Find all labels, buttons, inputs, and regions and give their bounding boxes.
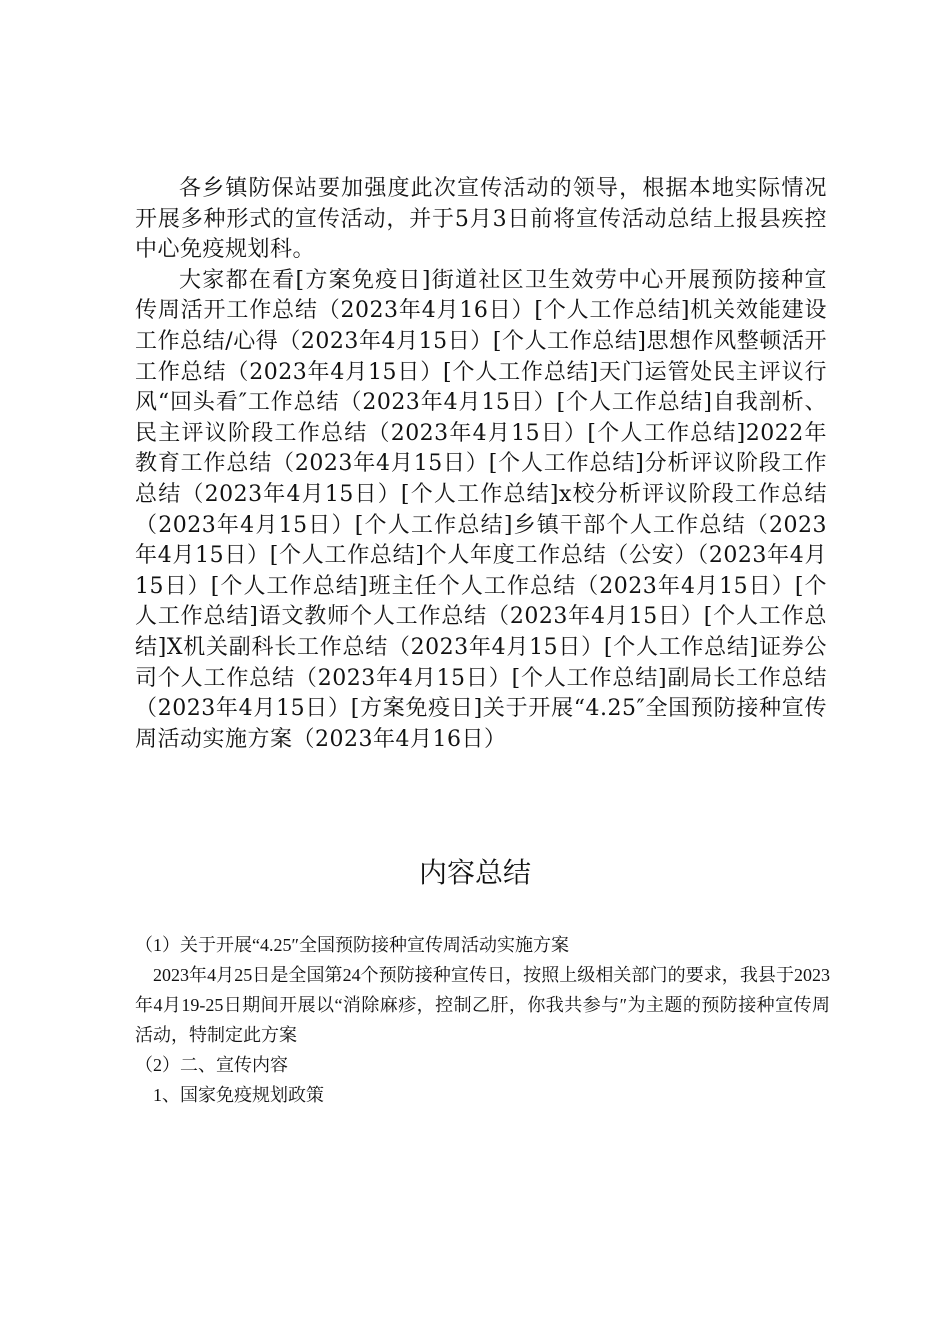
body-text [135, 174, 827, 755]
summary-title: 内容总结 [418, 856, 531, 889]
summary-section [135, 930, 830, 1110]
body-paragraph-2: 大家都在看[方案免疫日]街道社区卫生效劳中心开展预防接种宣传周活开工作总结（2023年4月16日）[个人工作总结]机关效能建设工作总结/心得（2023年4月15日）[个人工作总结]思想作风整顿活开工作总结（2023年4月15日）[个人工作总结]天门运管处民主评议行风“回头看″工作总结（2023年4月15日）[个人工作总结]自我剖析、民主评议阶段工作总结（2023年4月15日）[个人工作总结]2022年教育工作总结（2023年4月15日）[个人工作总结]分析评议阶段工作总结（2023年4月15日）[个人工作总结]x校分析评议阶段工作总结（2023年4月15日）[个人工作总结]乡镇干部个人工作总结（2023年4月15日）[个人工作总结]个人年度工作总结（公安）（2023年4月15日）[个人工作总结]班主任个人工作总结（2023年4月15日）[个人工作总结]语文教师个人工作总结（2023年4月15日）[个人工作总结]X机关副科长工作总结（2023年4月15日）[个人工作总结]证券公司个人工作总结（2023年4月15日）[个人工作总结]副局长工作总结（2023年4月15日）[方案免疫日]关于开展“4.25″全国预防接种宣传周活动实施方案（2023年4月16日） [135, 267, 827, 752]
summary-heading-2: （2）二、宣传内容 [135, 1055, 288, 1075]
summary-heading-1: （1）关于开展“4.25″全国预防接种宣传周活动实施方案 [135, 935, 569, 955]
summary-item-1: 1、国家免疫规划政策 [153, 1085, 324, 1105]
summary-paragraph-1: 2023年4月25日是全国第24个预防接种宣传日，按照上级相关部门的要求，我县于2023年4月19-25日期间开展以“消除麻疹，控制乙肝，你我共参与″为主题的预防接种宣传周活动，特制定此方案 [135, 965, 830, 1045]
body-paragraph-1: 各乡镇防保站要加强度此次宣传活动的领导，根据本地实际情况开展多种形式的宣传活动，并于5月3日前将宣传活动总结上报县疾控中心免疫规划科。 [135, 176, 827, 263]
